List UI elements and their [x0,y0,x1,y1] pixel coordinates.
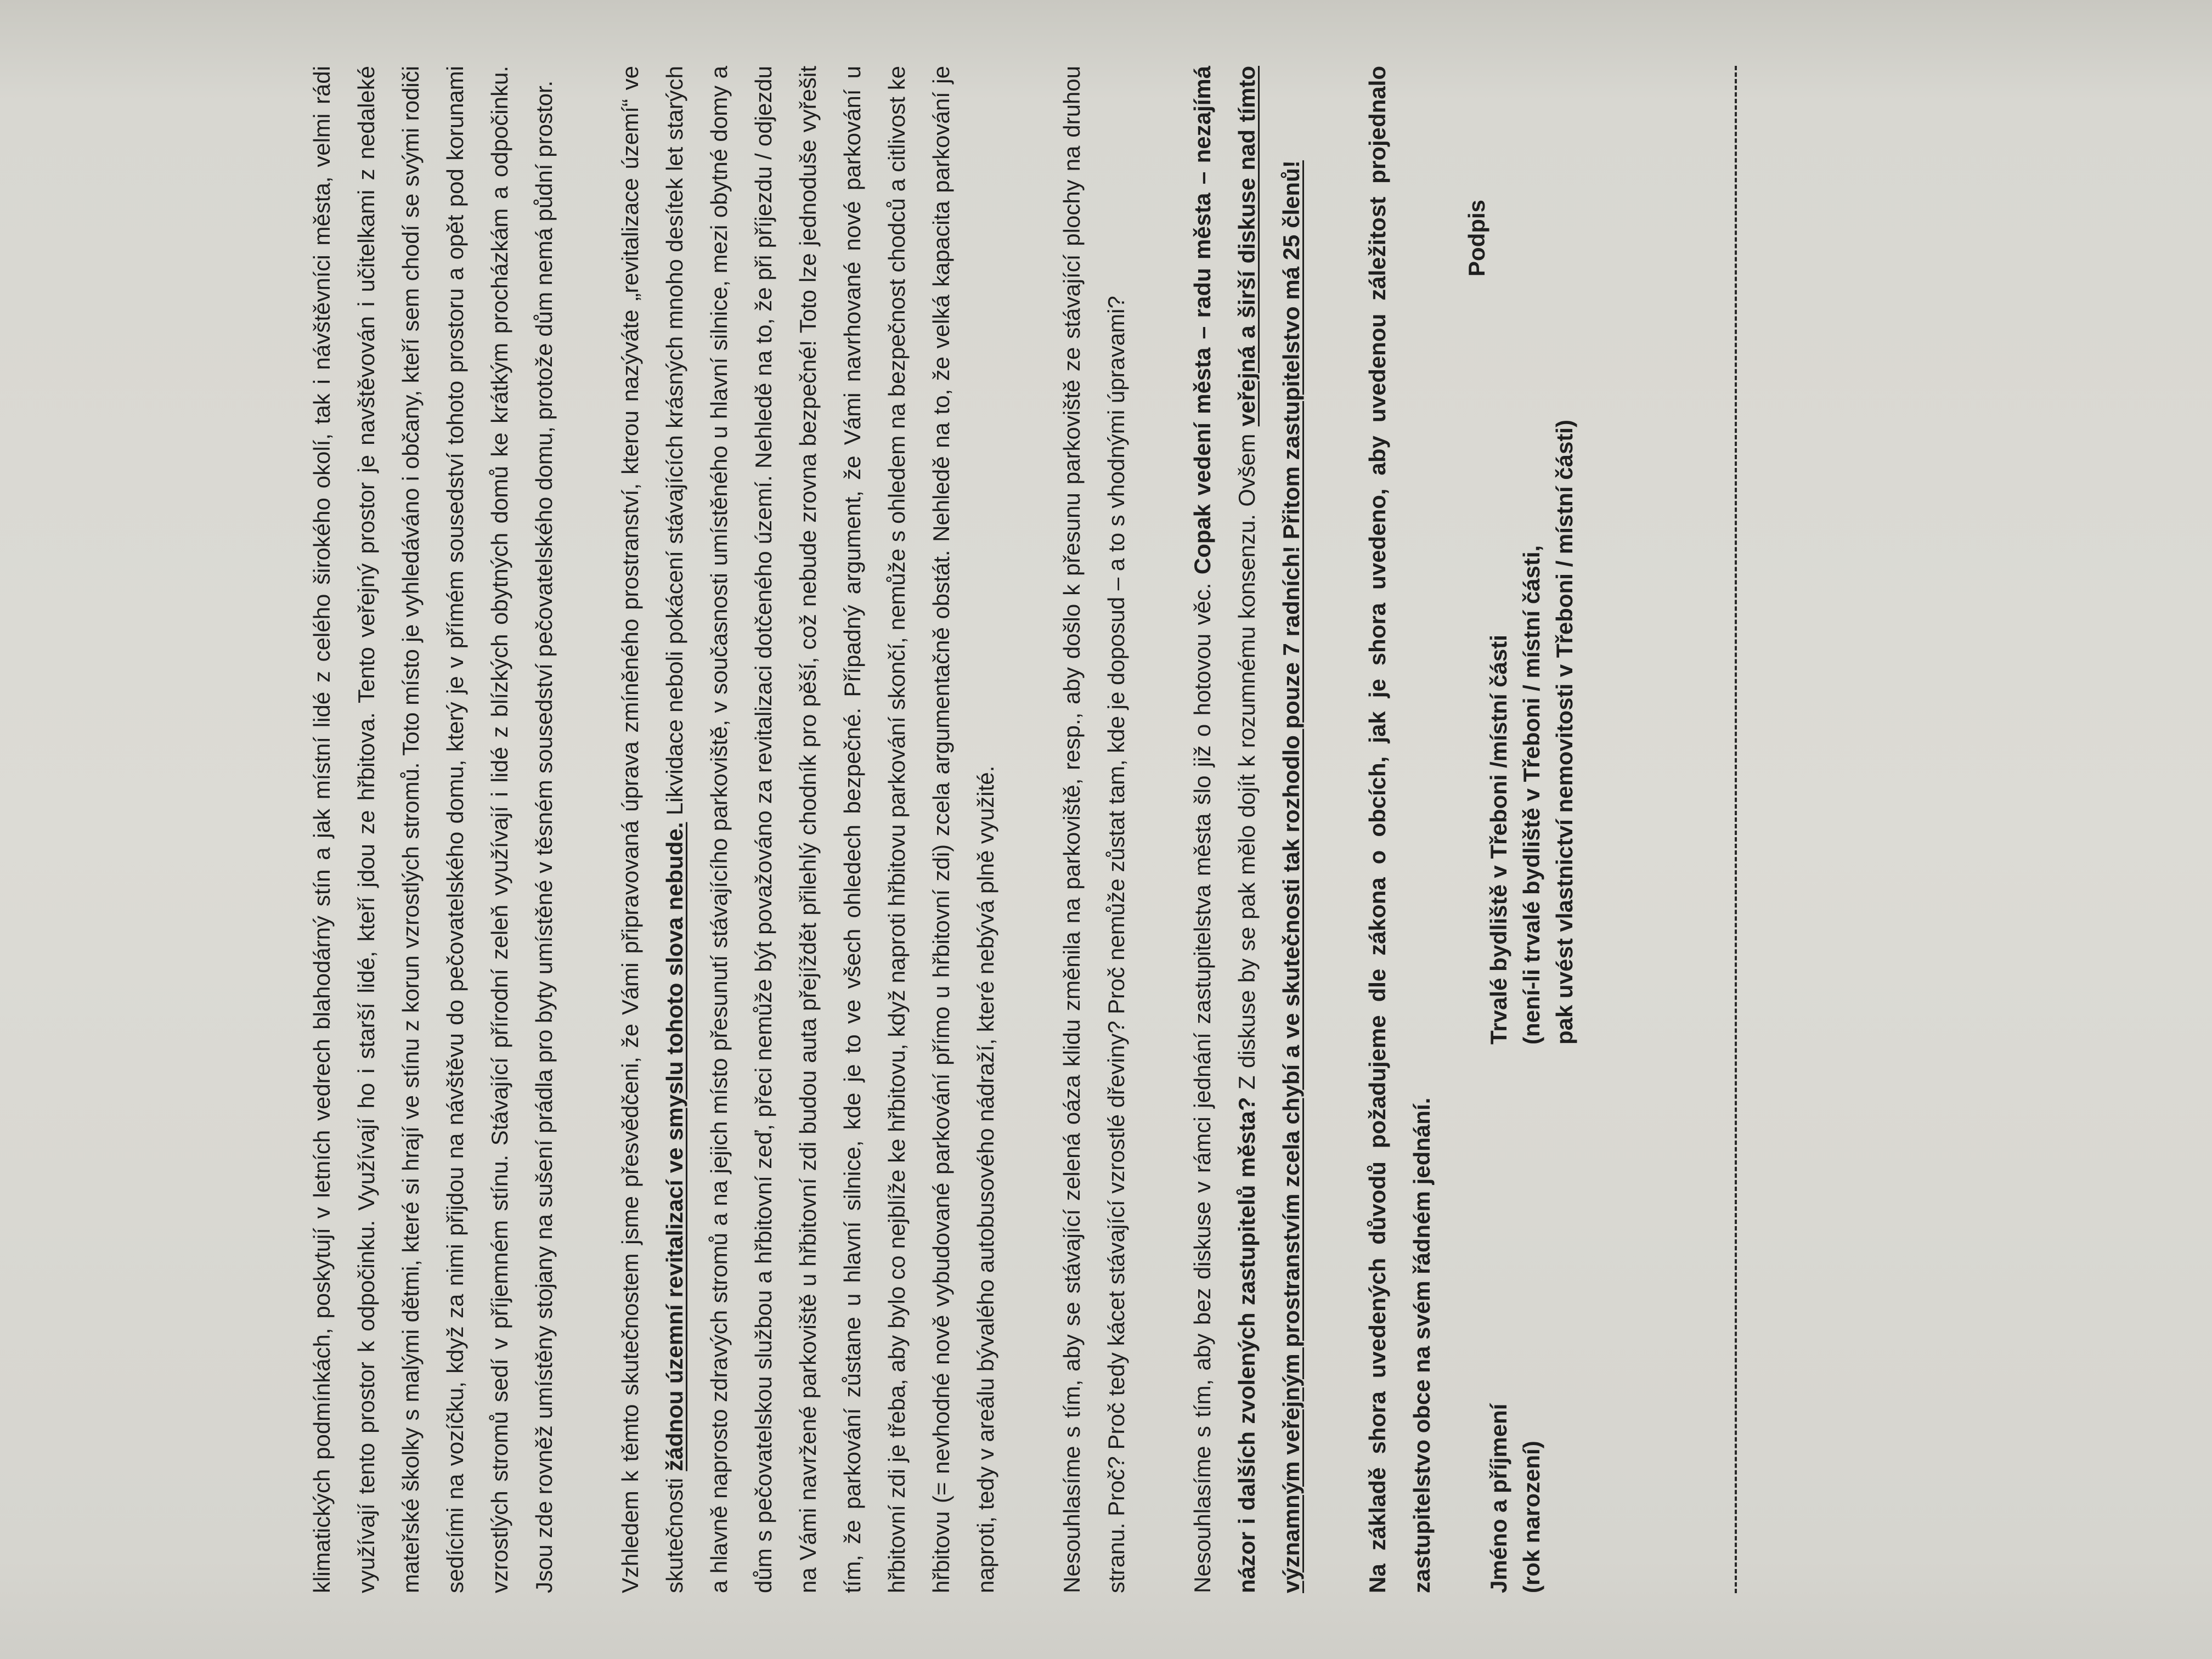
p4-run-1: Copak vedení města – radu města – nezajímá názor i dalších zvolených zastupitelů města? [1189,66,1260,1593]
paragraph-parking-objection [1049,66,1138,1593]
name-label: Jméno a příjmení [1486,1403,1511,1593]
p4-run-2: Z diskuse by se pak mělo dojít k rozumnému konsenzu. Ovšem [1234,426,1260,1097]
p1-run-0: klimatických podmínkách, poskytují v letních vedrech blahodárný stín a jak místní lidé z celého širokého okolí, tak i návštěvníci města, velmi rádi využívají tento prostor k odpočinku. Využívají ho i starší lidé, kteří jdou ze hřbitova. Tento veřejný prostor je navštěvován i učitelkami z nedaleké mateřské školky s malými dětmi, které si hrají ve stínu z korun vzrostlých stromů. Toto místo je vyhledáváno i občany, kteří sem chodí se svými rodiči sedícími na vozíčku, když za nimi přijdou na návštěvu do pečovatelského domu, který je v přímém sousedství tohoto prostoru a opět pod korunami vzrostlých stromů sedí v příjemném stínu. Stávající přírodní zeleň využívají i lidé z blízkých obytných domů ke krátkým procházkám a odpočinku. Jsou zde rovněž umístěny stojany na sušení prádla pro byty umístěné v těsném sousedství pečovatelského domu, protože dům nemá půdní prostor. [309,66,557,1593]
paragraph-council-discussion [1180,66,1313,1593]
p2-run-2: Likvidace neboli pokácení stávajících krásných mnoho desítek let starých a hlavně naprosto zdravých stromů a na jejich místo přesunutí stávajícího parkoviště, v současnosti umístěného u hlavní silnice, mezi obytné domy a dům s pečovatelskou službou a hřbitovní zeď, přeci nemůže být považováno za revitalizaci dotčeného území. Nehledě na to, že při příjezdu / odjezdu na Vámi navržené parkoviště u hřbitovní zdi budou auta přejíždět přilehlý chodník pro pěší, což nebude zrovna bezpečné! Toto lze jednoduše vyřešit tím, že parkování zůstane u hlavní silnice, kde je to ve všech ohledech bezpečné. Případný argument, že Vámi navrhované nové parkování u hřbitovní zdi je třeba, aby bylo co nejblíže ke hřbitovu, když naproti hřbitovu parkování skončí, nemůže s ohledem na bezpečnost chodců a citlivost ke hřbitovu (= nevhodné nově vybudované parkování přímo u hřbitovní zdi) zcela argumentačně obstát. Nehledě na to, že velká kapacita parkování je naproti, tedy v areálu bývalého autobusového nádraží, které nebývá plně využité. [662,66,998,1593]
name-column-header [1482,1404,1548,1593]
petition-page [162,0,2050,1659]
address-column-header [1482,420,1581,1045]
p2-run-0: Vzhledem k těmto skutečnostem jsme přesvědčeni, že Vámi připravovaná úprava zmíněného prostranství, kterou nazýváte „revitalizace území“ ve skutečnosti [617,66,687,1593]
p5-run-0: Na základě shora uvedených důvodů požadujeme dle zákona o obcích, jak je shora uvedeno, aby uvedenou záležitost projednalo zastupitelstvo obce na svém řádném jednání. [1364,66,1435,1593]
p2-run-1: žádnou územní revitalizací ve smyslu tohoto slova nebude. [662,822,687,1471]
p4-run-0: Nesouhlasíme s tím, aby bez diskuse v rámci jednání zastupitelstva města šlo již o hotovou věc. [1189,574,1215,1593]
p4-run-3: veřejná a širší diskuse nad tímto významným veřejným prostranstvím zcela chybí a ve skutečnosti tak rozhodlo pouze 7 radních! Přitom zastupitelstvo má 25 členů! [1234,65,1304,1593]
p3-run-0: Nesouhlasíme s tím, aby se stávající zelená oáza klidu změnila na parkoviště, resp., aby došlo k přesunu parkoviště ze stávající plochy na druhou stranu. Proč? Proč tedy kácet stávající vzrostlé dřeviny? Proč nemůže zůstat tam, kde je doposud – a to s vhodnými úpravami? [1059,66,1129,1593]
signature-label: Podpis [1464,199,1489,276]
address-note-1: (není-li trvalé bydliště v Třeboni / místní části, [1519,545,1544,1045]
signature-table-header [1464,66,1768,1593]
birth-year-label: (rok narození) [1519,1441,1544,1593]
dashed-divider [1735,66,1737,1593]
paragraph-demand [1355,66,1444,1593]
paragraph-greenery [300,66,566,1593]
address-label: Trvalé bydliště v Třeboni /místní části [1486,635,1511,1045]
signature-column-header [1460,200,1493,276]
address-note-2: pak uvést vlastnictví nemovitosti v Třeboni / místní části) [1551,420,1577,1045]
paragraph-revitalization [608,66,1008,1593]
